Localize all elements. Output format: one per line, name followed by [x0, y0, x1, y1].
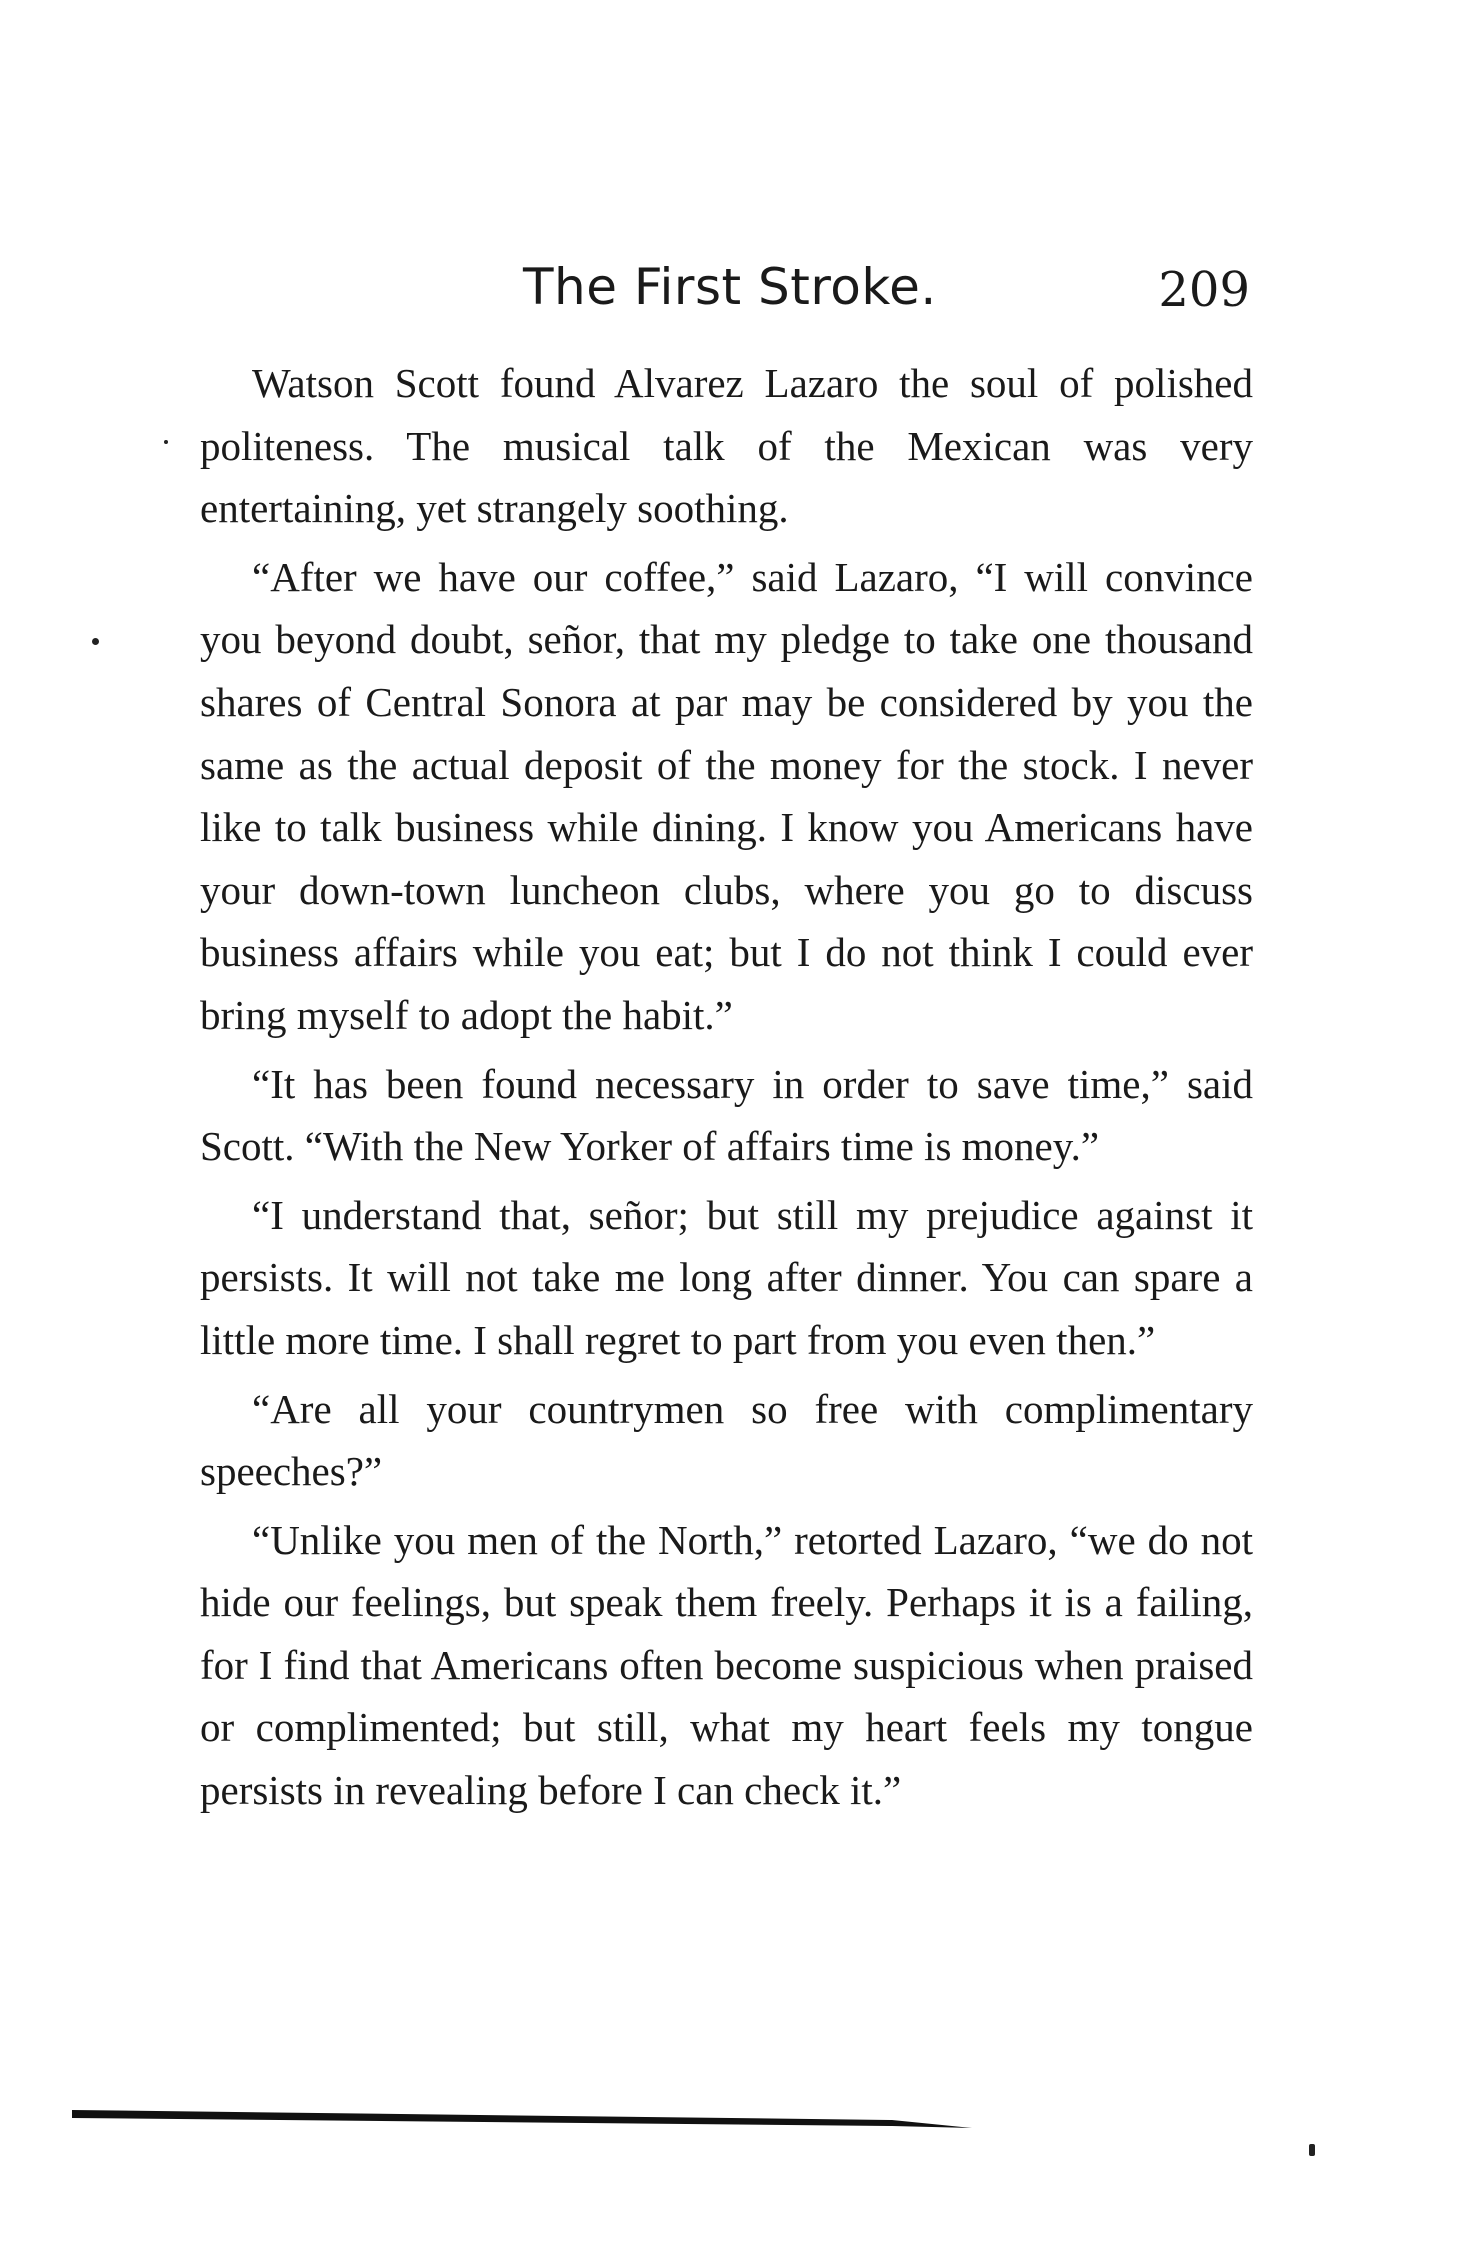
paragraph: “It has been found necessary in order to save time,” said Scott. “With the New Yorker of affairs time is money.”	[200, 1060, 1253, 1170]
scan-speck	[164, 440, 168, 444]
paragraph: “I understand that, señor; but still my prejudice against it persists. It will not take me long after dinner. You can spare a little more time. I shall regret to part from you even then.”	[200, 1191, 1253, 1363]
paragraph: “After we have our coffee,” said Lazaro, “I will convince you beyond doubt, señor, that my pledge to take one thousand shares of Central Sonora at par may be considered by you the same as the actual deposit of the money for the stock. I never like to talk business while dining. I know you Americans have your down-town luncheon clubs, where you go to discuss business affairs while you eat; but I do not think I could ever bring myself to adopt the habit.”	[200, 553, 1253, 1038]
running-title: The First Stroke.	[523, 258, 937, 316]
end-rule-graphic	[72, 2106, 972, 2136]
paragraph: “Are all your countrymen so free with complimentary speeches?”	[200, 1385, 1253, 1495]
running-head	[200, 258, 1270, 328]
scan-speck	[1309, 2144, 1315, 2156]
body-text	[200, 352, 1253, 1822]
paragraph: “Unlike you men of the North,” retorted Lazaro, “we do not hide our feelings, but speak them freely. Perhaps it is a failing, for I find that Americans often become suspicious when praised or complimented; but still, what my heart feels my tongue persists in revealing before I can check it.”	[200, 1516, 1253, 1814]
page-number: 209	[1158, 262, 1250, 318]
paragraph: Watson Scott found Alvarez Lazaro the soul of polished politeness. The musical talk of the Mexican was very entertaining, yet strangely soothing.	[200, 360, 1253, 532]
scan-speck	[92, 638, 99, 645]
